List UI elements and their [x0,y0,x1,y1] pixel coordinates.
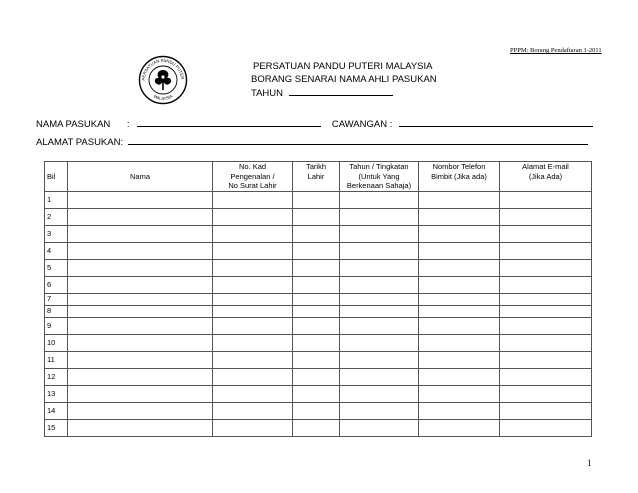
tarikh-lahir-cell[interactable] [293,225,340,242]
nama-cell[interactable] [68,276,213,293]
kad-pengenalan-cell[interactable] [213,259,293,276]
alamat-email-cell[interactable] [500,402,592,419]
nombor-telefon-cell[interactable] [419,276,500,293]
alamat-email-cell[interactable] [500,419,592,436]
form-reference-code: PPPM: Borang Pendaftaran 1-2011 [510,47,602,54]
header-nama: Nama [68,162,213,192]
form-title [251,61,437,101]
tahun-tingkatan-cell[interactable] [340,368,419,385]
alamat-email-cell[interactable] [500,293,592,305]
tarikh-lahir-cell[interactable] [293,259,340,276]
alamat-pasukan-row [36,135,588,148]
alamat-email-cell[interactable] [500,276,592,293]
nama-cell[interactable] [68,191,213,208]
nama-cell[interactable] [68,305,213,317]
nombor-telefon-cell[interactable] [419,334,500,351]
nama-pasukan-label: NAMA PASUKAN [36,119,111,130]
nombor-telefon-cell[interactable] [419,385,500,402]
nama-cell[interactable] [68,242,213,259]
nama-cell[interactable] [68,419,213,436]
bil-cell: 13 [45,385,68,402]
table-row [45,334,592,351]
nombor-telefon-cell[interactable] [419,242,500,259]
tahun-tingkatan-cell[interactable] [340,402,419,419]
bil-cell: 11 [45,351,68,368]
bil-cell: 9 [45,317,68,334]
tahun-tingkatan-cell[interactable] [340,259,419,276]
alamat-email-cell[interactable] [500,208,592,225]
nama-pasukan-separator: : [126,119,130,130]
table-row [45,242,592,259]
nombor-telefon-cell[interactable] [419,419,500,436]
table-row [45,317,592,334]
nama-cell[interactable] [68,225,213,242]
bil-cell: 8 [45,305,68,317]
table-row [45,225,592,242]
bil-cell: 7 [45,293,68,305]
tarikh-lahir-cell[interactable] [293,208,340,225]
table-row [45,419,592,436]
kad-pengenalan-cell[interactable] [213,402,293,419]
tarikh-lahir-cell[interactable] [293,305,340,317]
header-tahun-tingkatan: Tahun / Tingkatan (Untuk Yang Berkenaan Sahaja) [340,162,419,192]
table-row [45,351,592,368]
member-list-table [44,161,592,437]
nombor-telefon-cell[interactable] [419,225,500,242]
tahun-tingkatan-cell[interactable] [340,191,419,208]
kad-pengenalan-cell[interactable] [213,191,293,208]
table-row [45,276,592,293]
kad-pengenalan-cell[interactable] [213,276,293,293]
tahun-tingkatan-cell[interactable] [340,334,419,351]
alamat-pasukan-field[interactable] [128,135,588,145]
header-kad-pengenalan: No. Kad Pengenalan / No Surat Lahir [213,162,293,192]
organisation-name: PERSATUAN PANDU PUTERI MALAYSIA [253,61,433,72]
alamat-email-cell[interactable] [500,334,592,351]
tahun-tingkatan-cell[interactable] [340,242,419,259]
alamat-email-cell[interactable] [500,385,592,402]
tarikh-lahir-cell[interactable] [293,385,340,402]
bil-cell: 14 [45,402,68,419]
tarikh-lahir-cell[interactable] [293,402,340,419]
alamat-email-cell[interactable] [500,317,592,334]
tarikh-lahir-cell[interactable] [293,351,340,368]
tahun-tingkatan-cell[interactable] [340,293,419,305]
bil-cell: 3 [45,225,68,242]
year-line [251,86,437,101]
alamat-email-cell[interactable] [500,225,592,242]
tahun-tingkatan-cell[interactable] [340,419,419,436]
bil-cell: 4 [45,242,68,259]
bil-cell: 2 [45,208,68,225]
tahun-tingkatan-cell[interactable] [340,276,419,293]
nama-cell[interactable] [68,334,213,351]
kad-pengenalan-cell[interactable] [213,208,293,225]
nama-cell[interactable] [68,208,213,225]
tarikh-lahir-cell[interactable] [293,334,340,351]
tahun-tingkatan-cell[interactable] [340,208,419,225]
header-tarikh-lahir: Tarikh Lahir [293,162,340,192]
nombor-telefon-cell[interactable] [419,402,500,419]
table-row [45,402,592,419]
nombor-telefon-cell[interactable] [419,351,500,368]
nama-cell[interactable] [68,351,213,368]
nama-cell[interactable] [68,402,213,419]
tarikh-lahir-cell[interactable] [293,293,340,305]
tahun-tingkatan-cell[interactable] [340,225,419,242]
header-alamat-email: Alamat E-mail (Jika Ada) [500,162,592,192]
table-row [45,259,592,276]
table-row [45,368,592,385]
bil-cell: 12 [45,368,68,385]
header-nombor-telefon: Nombor Telefon Bimbit (Jika ada) [419,162,500,192]
alamat-email-cell[interactable] [500,259,592,276]
nama-cell[interactable] [68,293,213,305]
tarikh-lahir-cell[interactable] [293,317,340,334]
bil-cell: 5 [45,259,68,276]
nombor-telefon-cell[interactable] [419,305,500,317]
pandu-puteri-logo [138,55,188,105]
table-row [45,191,592,208]
kad-pengenalan-cell[interactable] [213,351,293,368]
nama-pasukan-row [36,117,593,130]
kad-pengenalan-cell[interactable] [213,368,293,385]
logo-ring-text-top: PERSATUAN PANDU PUTER [140,57,186,81]
kad-pengenalan-cell[interactable] [213,419,293,436]
tahun-tingkatan-cell[interactable] [340,351,419,368]
nombor-telefon-cell[interactable] [419,259,500,276]
logo-ring-text-bottom: MALAYSIA [152,93,174,102]
alamat-pasukan-label: ALAMAT PASUKAN: [36,137,124,148]
alamat-email-cell[interactable] [500,242,592,259]
kad-pengenalan-cell[interactable] [213,225,293,242]
nama-cell[interactable] [68,259,213,276]
table-row [45,305,592,317]
tahun-tingkatan-cell[interactable] [340,385,419,402]
kad-pengenalan-cell[interactable] [213,334,293,351]
nama-pasukan-field[interactable] [137,117,321,127]
alamat-email-cell[interactable] [500,191,592,208]
alamat-email-cell[interactable] [500,351,592,368]
header-bil: Bil [45,162,68,192]
year-label: TAHUN [251,88,284,99]
tarikh-lahir-cell[interactable] [293,191,340,208]
cawangan-label: CAWANGAN : [331,119,393,130]
page-number: 1 [587,458,592,468]
bil-cell: 10 [45,334,68,351]
tahun-tingkatan-cell[interactable] [340,317,419,334]
table-header-row [45,162,592,192]
nombor-telefon-cell[interactable] [419,293,500,305]
kad-pengenalan-cell[interactable] [213,385,293,402]
form-name: BORANG SENARAI NAMA AHLI PASUKAN [251,73,437,85]
tarikh-lahir-cell[interactable] [293,242,340,259]
tarikh-lahir-cell[interactable] [293,276,340,293]
kad-pengenalan-cell[interactable] [213,305,293,317]
tarikh-lahir-cell[interactable] [293,419,340,436]
table-row [45,293,592,305]
cawangan-field[interactable] [399,117,593,127]
bil-cell: 1 [45,191,68,208]
table-row [45,385,592,402]
nombor-telefon-cell[interactable] [419,368,500,385]
table-row [45,208,592,225]
nombor-telefon-cell[interactable] [419,191,500,208]
nombor-telefon-cell[interactable] [419,317,500,334]
nombor-telefon-cell[interactable] [419,208,500,225]
bil-cell: 6 [45,276,68,293]
nama-cell[interactable] [68,317,213,334]
alamat-email-cell[interactable] [500,305,592,317]
tarikh-lahir-cell[interactable] [293,368,340,385]
kad-pengenalan-cell[interactable] [213,317,293,334]
year-field[interactable] [289,86,393,96]
nama-cell[interactable] [68,368,213,385]
kad-pengenalan-cell[interactable] [213,242,293,259]
nama-cell[interactable] [68,385,213,402]
tahun-tingkatan-cell[interactable] [340,305,419,317]
kad-pengenalan-cell[interactable] [213,293,293,305]
bil-cell: 15 [45,419,68,436]
alamat-email-cell[interactable] [500,368,592,385]
